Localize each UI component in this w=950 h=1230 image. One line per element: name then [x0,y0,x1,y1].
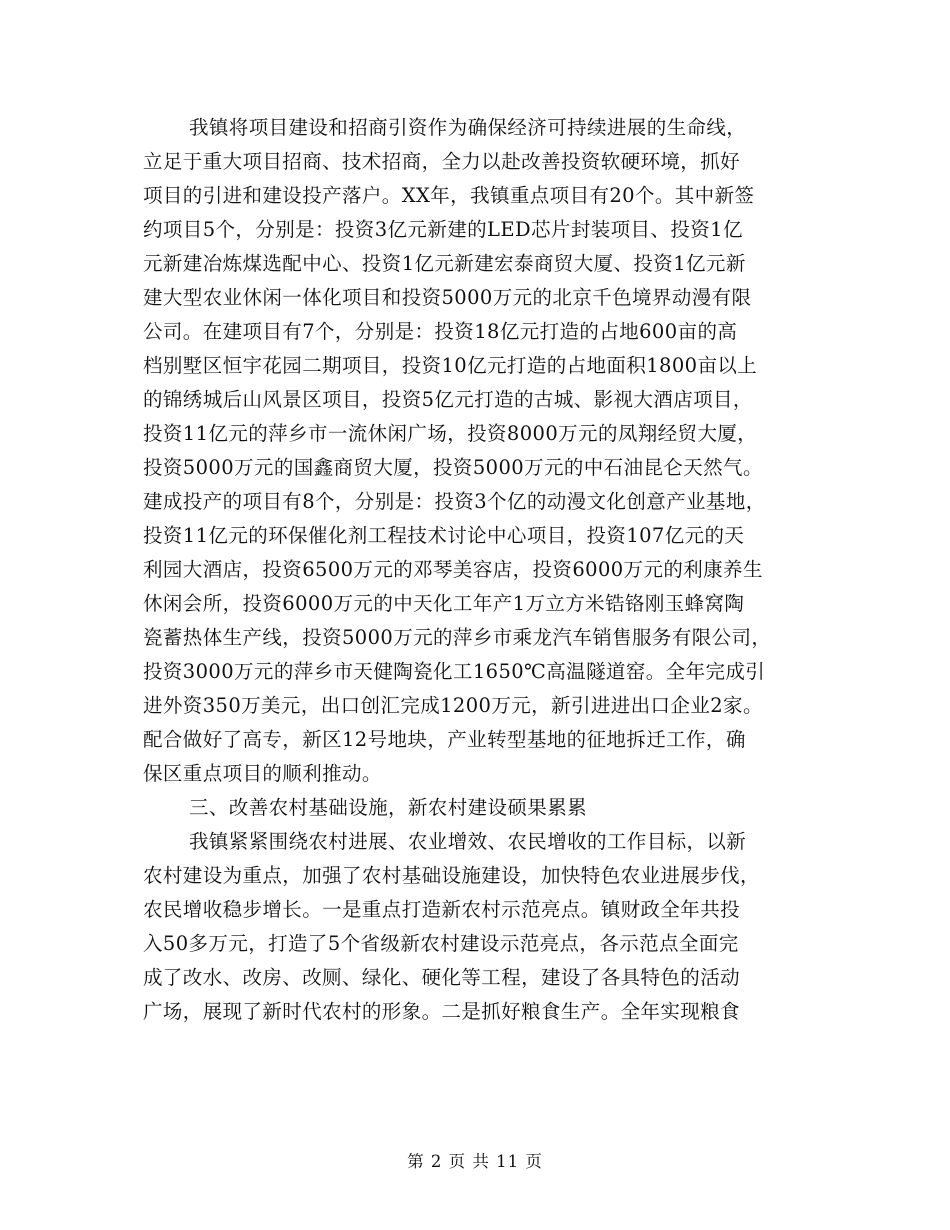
text-line: 入50多万元，打造了5个省级新农村建设示范亮点，各示范点全面完 [143,932,739,955]
text-line: 农村建设为重点，加强了农村基础设施建设，加快特色农业进展步伐， [143,864,760,887]
text-line: 广场，展现了新时代农村的形象。二是抓好粮食生产。全年实现粮食 [143,1000,741,1023]
text-line: 利园大酒店，投资6500万元的邓琴美容店，投资6000万元的利康养生 [143,558,763,581]
text-line: 投资5000万元的国鑫商贸大厦，投资5000万元的中石油昆仑天然气。 [143,456,763,479]
text-line: 立足于重大项目招商、技术招商，全力以赴改善投资软硬环境，抓好 [143,150,741,173]
text-line: 约项目5个，分别是：投资3亿元新建的LED芯片封装项目、投资1亿 [143,218,743,241]
text-line: 休闲会所，投资6000万元的中天化工年产1万立方米锆铬刚玉蜂窝陶 [143,592,745,615]
text-line: 瓷蓄热体生产线，投资5000万元的萍乡市乘龙汽车销售服务有限公司， [143,626,772,649]
text-line: 档别墅区恒宇花园二期项目，投资10亿元打造的占地面积1800亩以上 [143,354,758,377]
text-line: 投资11亿元的萍乡市一流休闲广场，投资8000万元的凤翔经贸大厦， [143,422,758,445]
text-line: 保区重点项目的顺利推动。 [143,762,382,785]
text-line: 的锦绣城后山风景区项目，投资5亿元打造的古城、影视大酒店项目， [143,388,753,411]
text-line: 元新建冶炼煤选配中心、投资1亿元新建宏泰商贸大厦、投资1亿元新 [143,252,746,275]
text-line: 进外资350万美元，出口创汇完成1200万元，新引进进出口企业2家。 [143,694,763,717]
page-label-prefix: 第 [407,1152,425,1171]
text-line: 公司。在建项目有7个，分别是：投资18亿元打造的占地600亩的高 [143,320,738,343]
text-line: 三、改善农村基础设施，新农村建设硕果累累 [189,796,588,819]
text-line: 成了改水、改房、改厕、绿化、硬化等工程，建设了各具特色的活动 [143,966,741,989]
text-line: 农民增收稳步增长。一是重点打造新农村示范亮点。镇财政全年共投 [143,898,741,921]
current-page-number: 2 [430,1152,443,1171]
page-label-mid: 页 共 [448,1152,490,1171]
text-line: 项目的引进和建设投产落户。XX年，我镇重点项目有20个。其中新签 [143,184,755,207]
text-line: 我镇将项目建设和招商引资作为确保经济可持续进展的生命线， [189,116,747,139]
text-line: 投资3000万元的萍乡市天健陶瓷化工1650℃高温隧道窑。全年完成引 [143,660,766,683]
document-body [143,111,833,1029]
text-line: 我镇紧紧围绕农村进展、农业增效、农民增收的工作目标，以新 [189,830,747,853]
page-footer [0,1150,950,1174]
text-line: 配合做好了高专，新区12号地块，产业转型基地的征地拆迁工作，确 [143,728,746,751]
text-line: 投资11亿元的环保催化剂工程技术讨论中心项目，投资107亿元的天 [143,524,745,547]
page-label-suffix: 页 [525,1152,543,1171]
text-line: 建成投产的项目有8个，分别是：投资3个亿的动漫文化创意产业基地， [143,490,766,513]
text-line: 建大型农业休闲一体化项目和投资5000万元的北京千色境界动漫有限 [143,286,752,309]
total-pages-number: 11 [496,1152,520,1171]
